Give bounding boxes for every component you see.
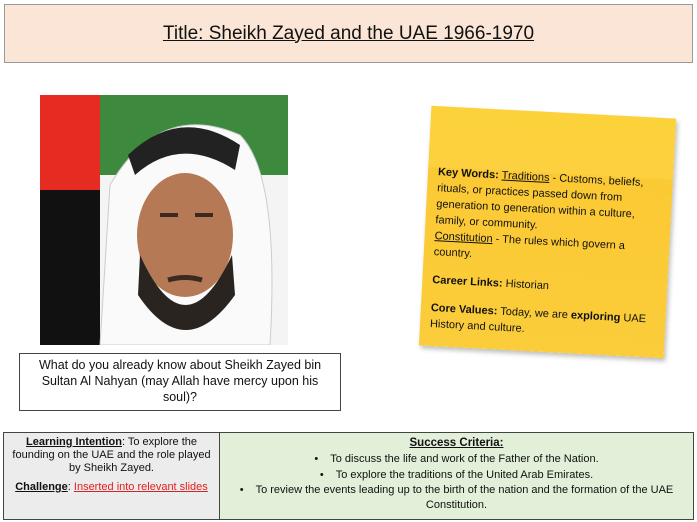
slide-title: Title: Sheikh Zayed and the UAE 1966-1970 [162,22,535,44]
sheikh-zayed-portrait [40,95,288,345]
core-values-label: Core Values: [430,302,498,318]
challenge-text: Inserted into relevant slides [73,481,208,493]
criteria-text: To discuss the life and work of the Father of the Nation. [330,453,599,465]
success-criteria-item [226,483,687,513]
term-traditions: Traditions [501,169,550,185]
career-links-label: Career Links: [432,274,503,290]
term-constitution: Constitution [434,230,493,246]
question-box: What do you already know about Sheikh Zayed bin Sultan Al Nahyan (may Allah have mercy upon his soul)? [19,353,341,411]
constitution-definition: - The rules which govern a country. [433,233,626,261]
core-values-text: Today, we are [497,305,572,322]
criteria-text: To explore the traditions of the United Arab Emirates. [335,469,594,481]
challenge-label: Challenge [15,481,68,493]
core-values-text-end: UAE History and culture. [429,311,647,335]
career-links-value: Historian [502,277,550,293]
core-values-bold: exploring [570,309,621,324]
traditions-definition: - Customs, beliefs, rituals, or practices passed down from generation to generation within a culture, family, or community. [435,172,644,232]
success-criteria-item [226,451,687,467]
bullet: • [319,469,324,481]
title-box [4,4,693,63]
success-criteria-box [219,432,694,520]
bullet: • [314,453,319,465]
learning-intention-box [3,432,220,520]
challenge-colon: : [67,481,74,493]
bullet: • [239,484,244,496]
learning-intention-text: : To explore the founding on the UAE and the role played by Sheikh Zayed. [12,436,211,474]
key-words-sticky-note [419,106,676,358]
success-criteria-heading: Success Criteria: [409,437,504,449]
learning-intention-label: Learning Intention [26,436,122,448]
success-criteria-item [226,467,687,483]
key-words-label: Key Words: [437,166,500,182]
criteria-text: To review the events leading up to the birth of the nation and the formation of the UAE Constitution. [255,484,674,511]
